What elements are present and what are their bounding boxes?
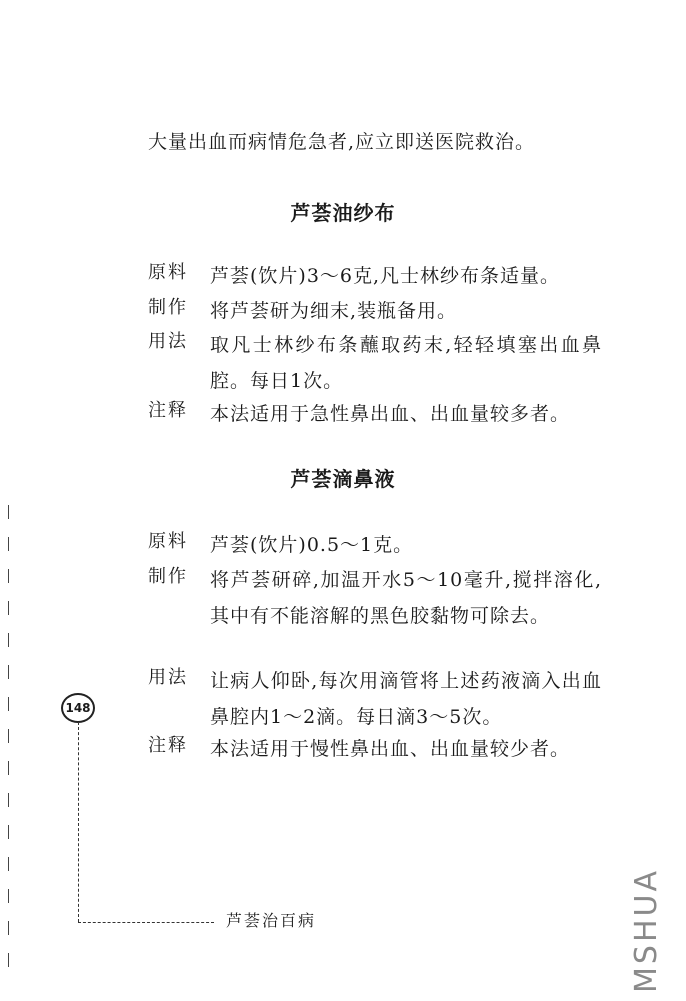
entry-label: 制作	[148, 566, 188, 587]
entry-label: 用法	[148, 331, 188, 352]
intro-line: 大量出血而病情危急者,应立即送医院救治。	[148, 131, 536, 153]
page-number-badge: 148	[61, 693, 95, 723]
entry-label: 注释	[148, 400, 188, 421]
entry-text: 本法适用于急性鼻出血、出血量较多者。	[210, 403, 571, 425]
entry-text: 取凡士林纱布条蘸取药末,轻轻填塞出血鼻腔。每日1次。	[210, 334, 602, 392]
entry-text: 将芦荟研为细末,装瓶备用。	[210, 300, 458, 322]
entry-ingredients	[148, 258, 602, 294]
entry-label: 注释	[148, 735, 188, 756]
entry-usage	[148, 327, 602, 399]
watermark	[606, 865, 686, 995]
binding-margin-marks	[8, 505, 10, 995]
entry-text: 芦荟(饮片)3～6克,凡士林纱布条适量。	[210, 265, 561, 287]
entry-text: 芦荟(饮片)0.5～1克。	[210, 534, 414, 556]
entry-label: 原料	[148, 262, 188, 283]
entry-text: 将芦荟研碎,加温开水5～10毫升,搅拌溶化,其中有不能溶解的黑色胶黏物可除去。	[210, 569, 602, 627]
entry-text: 本法适用于慢性鼻出血、出血量较少者。	[210, 738, 571, 760]
entry-ingredients	[148, 527, 602, 563]
entry-label: 原料	[148, 531, 188, 552]
entry-notes	[148, 396, 602, 432]
entry-preparation	[148, 562, 602, 634]
entry-preparation	[148, 293, 602, 329]
watermark-text: MSHUA	[628, 867, 664, 993]
section-title-aloe-gauze: 芦荟油纱布	[290, 201, 396, 225]
section-title-aloe-nasal-drops: 芦荟滴鼻液	[290, 467, 396, 491]
entry-label: 用法	[148, 667, 188, 688]
entry-label: 制作	[148, 297, 188, 318]
entry-usage	[148, 663, 602, 735]
running-footer-title: 芦荟治百病	[226, 911, 317, 930]
footer-horizontal-rule	[78, 922, 214, 923]
footer-vertical-rule	[78, 722, 79, 922]
entry-notes	[148, 731, 602, 767]
entry-text: 让病人仰卧,每次用滴管将上述药液滴入出血鼻腔内1～2滴。每日滴3～5次。	[210, 670, 602, 728]
